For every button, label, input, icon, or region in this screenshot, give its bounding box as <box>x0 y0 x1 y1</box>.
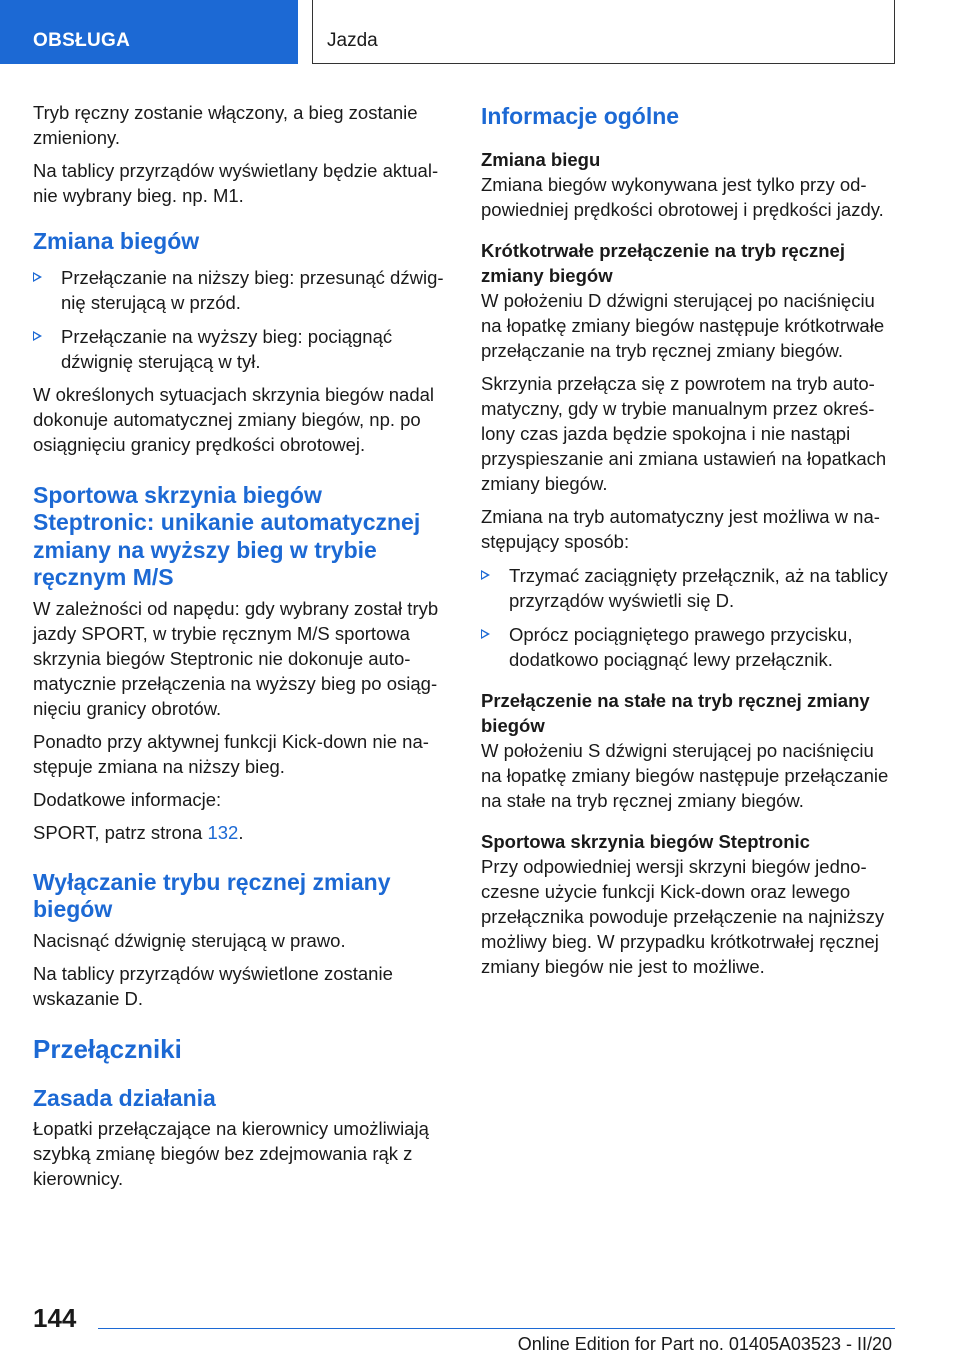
heading-sportowa-skrzynia: Sportowa skrzynia biegów Steptronic: unikanie automatycznej zmiany na wyższy bieg w trybie ręcznym M/S <box>33 481 421 590</box>
left-column <box>33 100 449 1191</box>
paragraph: W zależności od napędu: gdy wybrany został tryb jazdy SPORT, w trybie ręcznym M/S sportowa skrzynia biegów Steptronic nie dokonuje automatycznie przełączenia na wyższy bieg po osiągnięciu granicy obrotów. <box>33 597 439 719</box>
page-number: 144 <box>33 1303 77 1333</box>
heading-przelaczniki: Przełączniki <box>33 1033 182 1064</box>
paragraph: W położeniu S dźwigni sterującej po naciśnięciu na łopatkę zmiany biegów następuje przełączanie na stałe na tryb ręcznej zmiany biegów. <box>481 739 889 811</box>
paragraph: W określonych sytuacjach skrzynia biegów nadal dokonuje automatycznej zmiany biegów, np. po osiągnięciu granicy prędkości obrotowej. <box>33 383 435 455</box>
paragraph: Zmiana na tryb automatyczny jest możliwa w następujący sposób: <box>481 505 880 552</box>
heading-wylaczanie: Wyłączanie trybu ręcznej zmiany biegów <box>33 868 391 922</box>
reference-text: SPORT, patrz strona <box>33 821 208 843</box>
triangle-bullet-icon <box>33 272 42 282</box>
triangle-bullet-icon <box>481 570 490 580</box>
paragraph: W położeniu D dźwigni sterującej po naciśnięciu na łopatkę zmiany biegów następuje krótkotrwałe przełączanie na tryb ręcznej zmiany biegów. <box>481 289 885 361</box>
paragraph <box>33 820 449 845</box>
heading-zmiana-biegow: Zmiana biegów <box>33 228 200 254</box>
triangle-bullet-icon <box>33 331 42 341</box>
paragraph: Na tablicy przyrządów wyświetlany będzie aktualnie wybrany bieg. np. M1. <box>33 160 439 206</box>
paragraph: Skrzynia przełącza się z powrotem na tryb automatyczny, gdy w trybie manualnym przez określony czas jazda będzie spokojna i nie nastąpi przyspieszanie ani zmiana ustawień na łopatkach zmiany biegów. <box>481 372 887 494</box>
paragraph: Dodatkowe informacje: <box>33 788 222 810</box>
heading-zasada-dzialania: Zasada działania <box>33 1084 216 1111</box>
list-item-text: Trzymać zaciągnięty przełącznik, aż na tablicy przyrządów wyświetli się D. <box>509 564 888 611</box>
section-tab: OBSŁUGA <box>0 0 298 64</box>
paragraph: Na tablicy przyrządów wyświetlone zostanie wskazanie D. <box>33 962 393 1009</box>
footer-divider <box>98 1328 895 1329</box>
subheading-sportowa-steptronic: Sportowa skrzynia biegów Steptronic <box>481 830 810 852</box>
chapter-title: Jazda <box>312 0 895 64</box>
subheading-krotkotrwale: Krótkotrwałe przełączenie na tryb ręcznej zmiany biegów <box>481 239 845 286</box>
paragraph: Łopatki przełączające na kierownicy umożliwiają szybką zmianę biegów bez zdejmowania rąk z kierownicy. <box>33 1118 429 1189</box>
list-item <box>33 265 449 315</box>
paragraph: Nacisnąć dźwignię sterującą w prawo. <box>33 929 346 951</box>
right-column <box>481 100 899 979</box>
paragraph: Przy odpowiedniej wersji skrzyni biegów jednoczesne użycie funkcji Kick-down oraz lewego przełącznika powoduje przełączenie na najniższy możliwy bieg. W przypadku krótkotrwałej ręcznej zmiany biegów nie jest to możliwe. <box>481 855 885 977</box>
paragraph: Ponadto przy aktywnej funkcji Kick-down nie następuje zmiana na niższy bieg. <box>33 730 429 777</box>
reference-end: . <box>238 821 244 843</box>
heading-informacje-ogolne: Informacje ogólne <box>481 103 680 129</box>
page-reference-link[interactable]: 132 <box>207 821 239 843</box>
subheading-zmiana-biegu: Zmiana biegu <box>481 148 601 170</box>
list-item <box>33 324 449 374</box>
paragraph: Zmiana biegów wykonywana jest tylko przy odpowiedniej prędkości obrotowej i prędkości jazdy. <box>481 173 884 220</box>
list-item-text: Oprócz pociągniętego prawego przycisku, dodatkowo pociągnąć lewy przełącznik. <box>509 623 853 670</box>
list-item <box>481 563 899 613</box>
list-item-text: Przełączanie na niższy bieg: przesunąć dźwignię sterującą w przód. <box>61 266 444 313</box>
edition-footer: Online Edition for Part no. 01405A03523 - II/20 <box>517 1334 892 1354</box>
list-item-text: Przełączanie na wyższy bieg: pociągnąć dźwignię sterującą w tył. <box>61 325 393 372</box>
subheading-na-stale: Przełączenie na stałe na tryb ręcznej zmiany biegów <box>481 689 870 736</box>
list-item <box>481 622 899 672</box>
triangle-bullet-icon <box>481 629 490 639</box>
paragraph: Tryb ręczny zostanie włączony, a bieg zostanie zmieniony. <box>33 102 418 148</box>
